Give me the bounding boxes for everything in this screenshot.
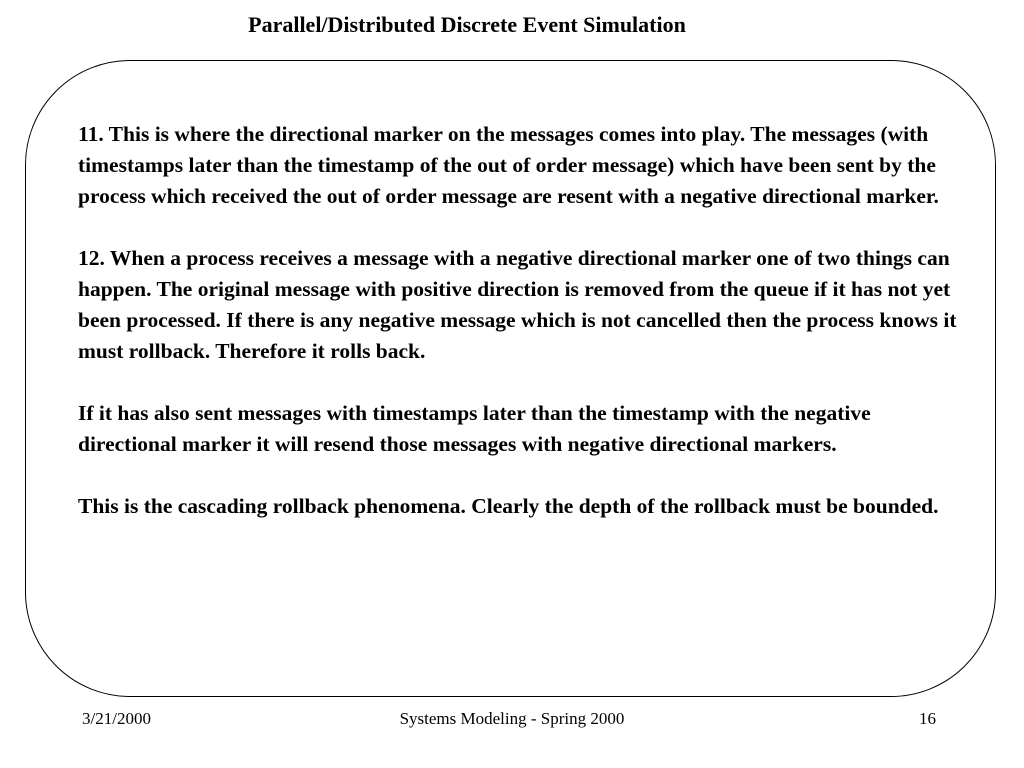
paragraph-cascading-rollback: This is the cascading rollback phenomena. Clearly the depth of the rollback must be bounded. [78, 494, 939, 518]
paragraph-12-negative-marker: 12. When a process receives a message with a negative directional marker one of two things can happen. The original message with positive direction is removed from the queue if it has not yet been processed. If there is any negative message which is not cancelled then the process knows it must rollback. Therefore it rolls back. [78, 246, 957, 363]
slide-title: Parallel/Distributed Discrete Event Simulation [248, 12, 686, 37]
paragraph-11-directional-marker: 11. This is where the directional marker on the messages comes into play. The messages (with timestamps later than the timestamp of the out of order message) which have been sent by the process which received the out of order message are resent with a negative directional marker. [78, 122, 939, 208]
slide-body [78, 119, 958, 522]
footer-course-title: Systems Modeling - Spring 2000 [399, 709, 625, 728]
paragraph-resend-messages: If it has also sent messages with timestamps later than the timestamp with the negative directional marker it will resend those messages with negative directional markers. [78, 401, 871, 456]
footer-page-number: 16 [919, 709, 936, 728]
footer-date: 3/21/2000 [82, 709, 151, 728]
